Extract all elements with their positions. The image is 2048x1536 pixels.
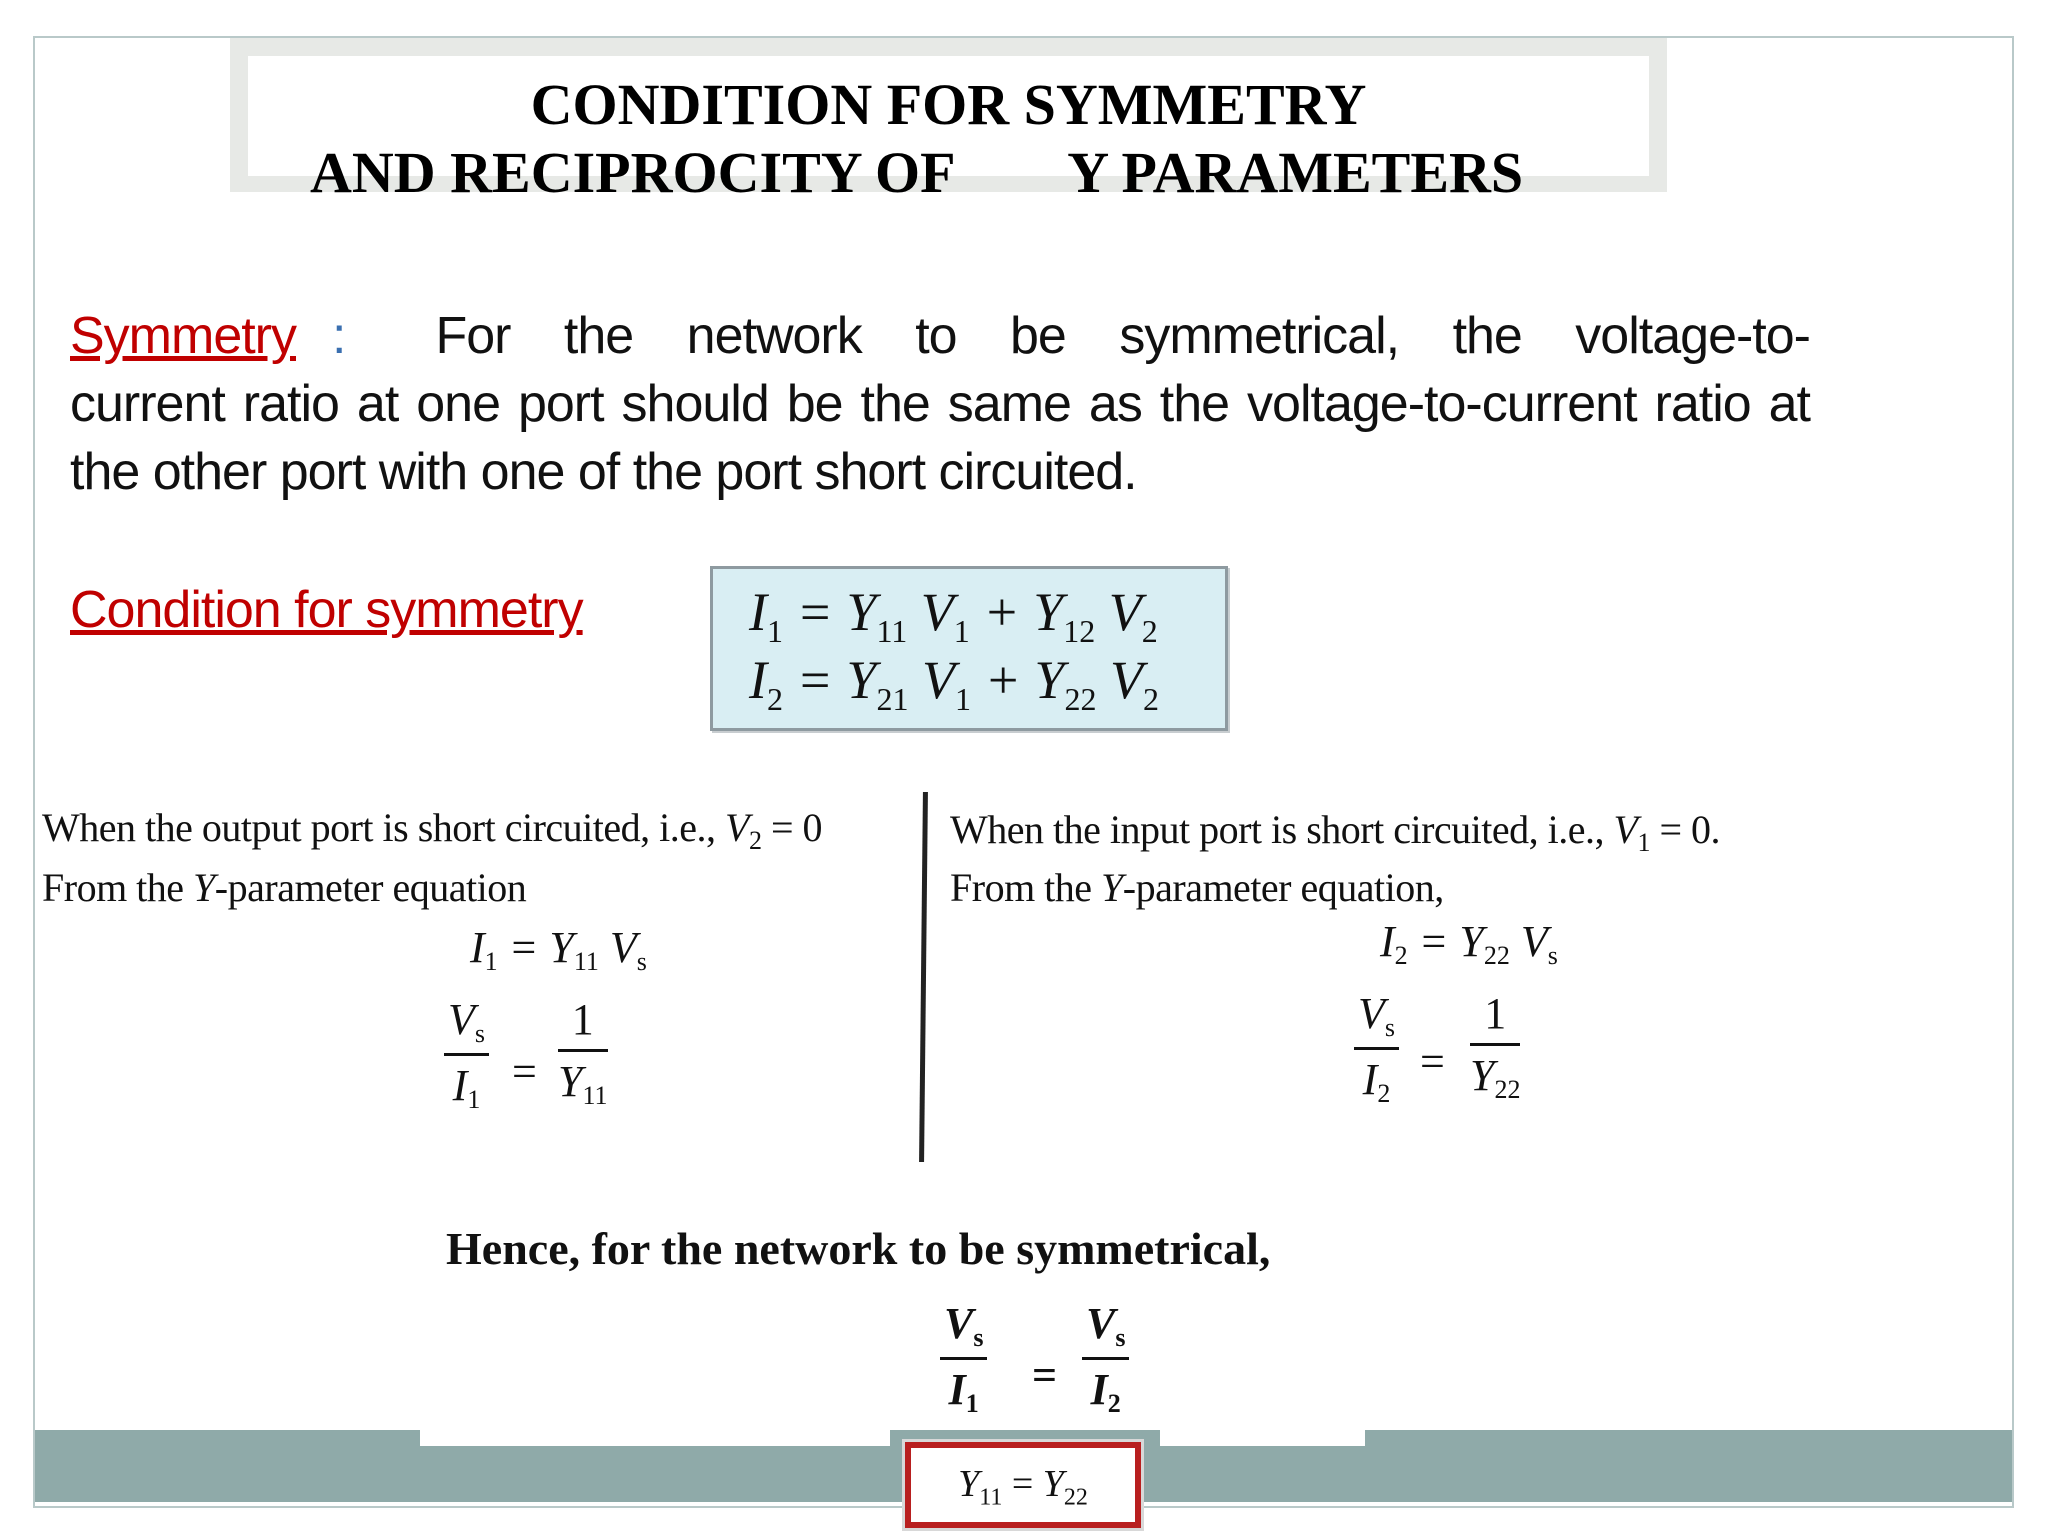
right-case-line-1: When the input port is short circuited, i.e., $V_1 = 0$. xyxy=(950,807,1721,857)
right-fraction-1-y22: $\frac{1}{Y_{22}}$ xyxy=(1470,989,1521,1104)
footer-overlay-right xyxy=(1160,1430,1365,1446)
left-case-line-1: When the output port is short circuited, i.e., $V_2 = 0$ xyxy=(42,805,823,855)
left-fraction-vs-i1: $\frac{V_s}{I_1}$ xyxy=(444,994,489,1115)
title-line-2: AND RECIPROCITY OF Y PARAMETERS xyxy=(310,140,1524,205)
condition-label: Condition for symmetry xyxy=(70,581,583,639)
title-line-1: CONDITION FOR SYMMETRY xyxy=(530,72,1367,137)
right-case-line-2: From the Y-parameter equation, xyxy=(950,865,1444,910)
equation-1: $I_1 = Y_{11}$ $V_1 + Y_{12}$ $V_2$ xyxy=(749,582,1158,649)
result-box: $Y_{11} = Y_{22}$ xyxy=(905,1442,1141,1528)
equation-2: $I_2 = Y_{21}$ $V_1 + Y_{22}$ $V_2$ xyxy=(749,650,1159,717)
footer-overlay-left xyxy=(420,1430,890,1446)
symmetry-colon: : xyxy=(332,307,346,365)
y-parameter-equations xyxy=(710,566,1228,731)
left-fraction-1-y11: $\frac{1}{Y_{11}}$ xyxy=(558,995,608,1110)
symmetry-text-2: current ratio at one port should be the same as the voltage-to-current ratio at xyxy=(70,375,1810,433)
right-equals: = xyxy=(1420,1037,1445,1086)
right-fraction-vs-i2: $\frac{V_s}{I_2}$ xyxy=(1354,988,1399,1109)
left-case-equation: $I_1 = Y_{11}$ $V_s$ xyxy=(470,923,647,976)
left-case-line-2: From the Y-parameter equation xyxy=(42,865,527,910)
symmetry-line-1 xyxy=(70,302,1810,370)
title-inner xyxy=(248,56,1649,205)
final-fraction-right: $\frac{V_s}{I_2}$ xyxy=(1082,1298,1129,1419)
symmetry-text-3: the other port with one of the port short circuited. xyxy=(70,443,1137,501)
symmetry-label: Symmetry xyxy=(70,307,296,365)
symmetry-text-1: For the network to be symmetrical, the voltage-to- xyxy=(435,307,1810,365)
final-equals: = xyxy=(1032,1351,1058,1400)
final-fraction-left: $\frac{V_s}{I_1}$ xyxy=(940,1298,987,1419)
symmetry-paragraph xyxy=(70,302,1810,506)
hence-statement: Hence, for the network to be symmetrical, xyxy=(446,1223,1271,1274)
right-case-equation: $I_2 = Y_{22}$ $V_s$ xyxy=(1380,917,1558,970)
slide-frame xyxy=(33,36,2014,1508)
title-box xyxy=(230,38,1667,205)
left-equals: = xyxy=(512,1047,537,1096)
